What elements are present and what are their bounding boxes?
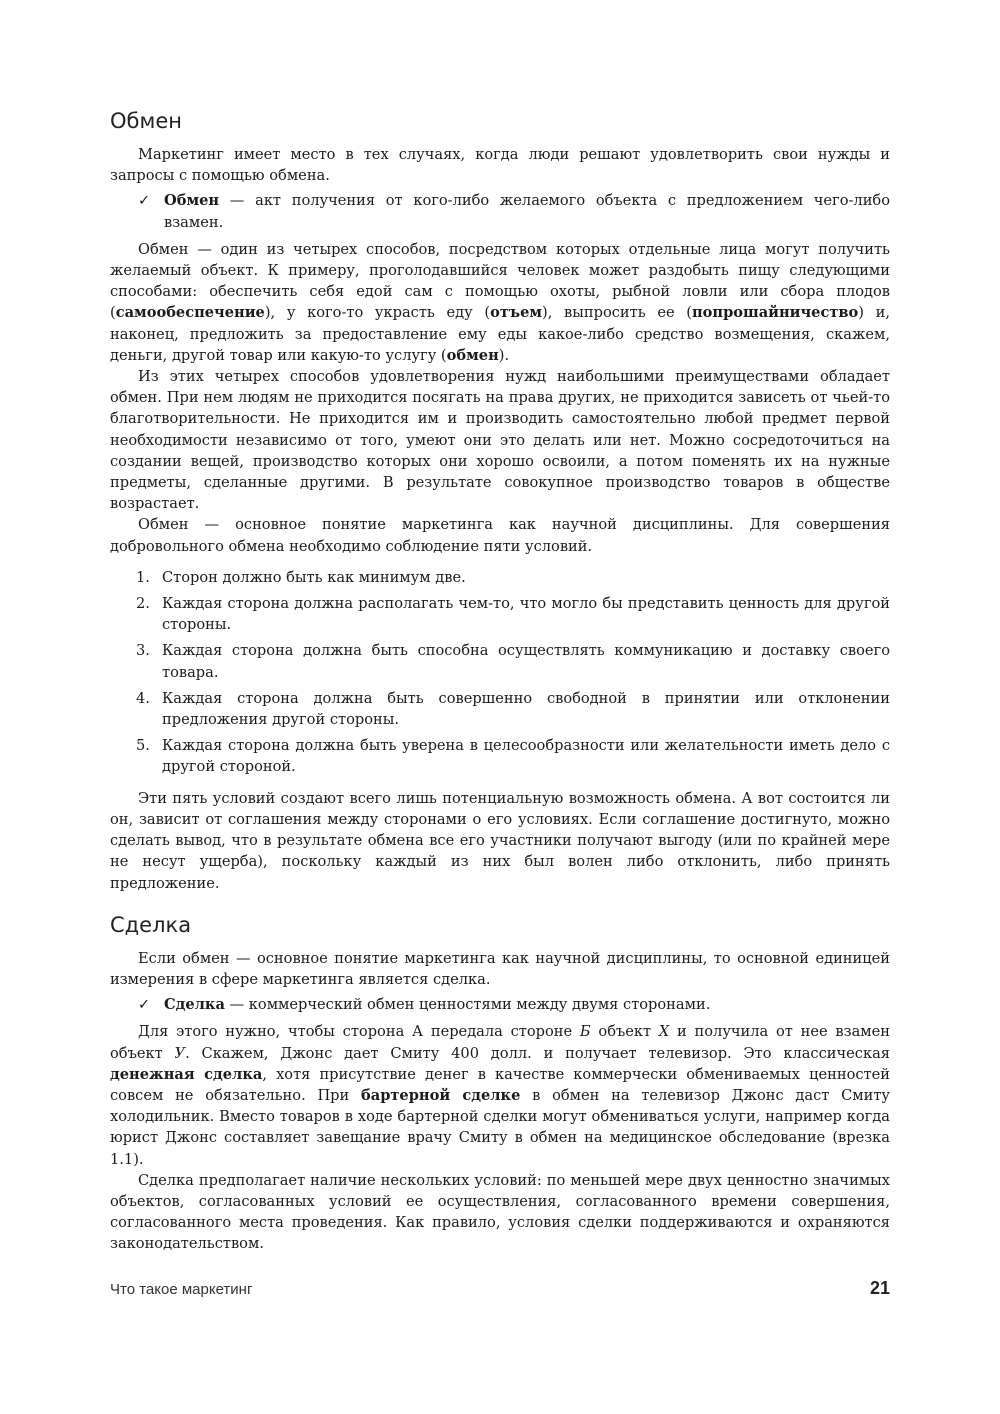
exchange-paragraph-conclusion: Эти пять условий создают всего лишь потенциальную возможность обмена. А вот состоится ли он, зависит от соглашения между сторонами о его условиях. Если соглашение достигнуто, можно сделать вывод, что в результате обмена все его участники получают выгоду (или по крайней мере не несут ущерба), поскольку каждый из них был волен либо отклонить, либо принять предложение. (110, 789, 890, 892)
text-run: в обмен на телевизор Джонс даст Смиту холодильник. Вместо товаров в ходе бартерной сделки могут обмениваться услуги, например когда юрист Джонс составляет завещание врачу Смиту в обмен на медицинское обследование (врезка 1.1). (110, 1086, 890, 1168)
page-content (110, 108, 890, 1255)
list-item-number: 2. (136, 595, 150, 613)
conditions-list (110, 567, 890, 778)
list-item-text: Каждая сторона должна быть уверена в целесообразности или желательности иметь дело с другой стороной. (162, 737, 890, 776)
list-item (110, 593, 890, 635)
checkmark-icon: ✓ (138, 996, 151, 1014)
italic-term: У (174, 1044, 186, 1062)
deal-paragraph-conditions: Сделка предполагает наличие нескольких условий: по меньшей мере двух ценностно значимых объектов, согласованных условий ее осуществления, согласованного времени совершения, согласованного места проведения. Как правило, условия сделки поддерживаются и охраняются законодательством. (110, 1171, 890, 1253)
exchange-paragraph-advantages: Из этих четырех способов удовлетворения нужд наибольшими преимуществами обладает обмен. При нем людям не приходится посягать на права других, не приходится зависеть от чьей-то благотворительности. Не приходится им и производить самостоятельно любой предмет первой необходимости независимо от того, умеют они это делать или нет. Можно сосредоточиться на создании вещей, производство которых они хорошо освоили, а потом поменять их на нужные предметы, сделанные другими. В результате совокупное производство товаров в обществе возрастает. (110, 368, 890, 513)
text-run: объект (590, 1023, 659, 1041)
bold-term: отъем (490, 304, 543, 322)
definition-text: — коммерческий обмен ценностями между двумя сторонами. (224, 996, 711, 1014)
exchange-definition (138, 190, 890, 232)
bold-term: самообеспечение (115, 304, 265, 322)
bold-term: обмен (446, 346, 499, 364)
running-footer-title: Что такое маркетинг (110, 1281, 253, 1298)
definition-text: — акт получения от кого-либо желаемого объекта с предложением чего-либо взамен. (164, 192, 890, 231)
text-run: ) и, наконец, предложить за предоставление ему еды какое-либо средство возмещения, скажем, деньги, другой товар или какую-то услугу ( (110, 304, 891, 364)
checkmark-icon: ✓ (138, 192, 151, 210)
list-item-number: 1. (136, 568, 150, 586)
text-run: и получила от нее взамен объект (110, 1023, 891, 1062)
list-item-number: 4. (136, 689, 150, 707)
text-run: Для этого нужно, чтобы сторона А передала стороне (138, 1023, 580, 1041)
list-item-text: Каждая сторона должна быть совершенно свободной в принятии или отклонении предложения другой стороны. (162, 689, 890, 729)
exchange-intro-paragraph: Маркетинг имеет место в тех случаях, когда люди решают удовлетворить свои нужды и запросы с помощью обмена. (110, 146, 890, 185)
text-run: ), выпросить ее ( (542, 304, 692, 322)
bold-term: денежная сделка (110, 1065, 263, 1083)
text-run: ). (498, 346, 510, 364)
exchange-paragraph-conditions-intro: Обмен — основное понятие маркетинга как научной дисциплины. Для совершения добровольного обмена необходимо соблюдение пяти условий. (110, 516, 890, 555)
exchange-paragraph-methods (110, 239, 890, 366)
deal-definition (138, 994, 890, 1015)
page-footer (110, 1278, 890, 1299)
list-item (110, 735, 890, 777)
deal-paragraph-example (110, 1021, 890, 1169)
list-item (110, 567, 890, 588)
list-item-text: Каждая сторона должна располагать чем-то, что могло бы представить ценность для другой стороны. (162, 595, 890, 634)
list-item-number: 5. (136, 737, 150, 755)
text-run: , хотя присутствие денег в качестве коммерчески обмениваемых ценностей совсем не обязательно. При (110, 1065, 890, 1104)
list-item (110, 640, 890, 682)
italic-term: X (658, 1023, 670, 1041)
section-heading-exchange: Обмен (110, 109, 182, 133)
list-item-text: Каждая сторона должна быть способна осуществлять коммуникацию и доставку своего товара. (162, 642, 890, 681)
deal-intro-paragraph: Если обмен — основное понятие маркетинга как научной дисциплины, то основной единицей измерения в сфере маркетинга является сделка. (110, 949, 890, 988)
text-run: ), у кого-то украсть еду ( (264, 304, 491, 322)
definition-term: Обмен (164, 192, 220, 210)
italic-term: Б (579, 1023, 591, 1041)
text-run: . Скажем, Джонс дает Смиту 400 долл. и получает телевизор. Это классическая (185, 1044, 890, 1062)
bold-term: бартерной сделке (361, 1086, 521, 1104)
text-run: Обмен — один из четырех способов, посредством которых отдельные лица могут получить желаемый объект. К примеру, проголодавшийся человек может раздобыть пищу следующими способами: обеспечить себя едой сам с помощью охоты, рыбной ловли или сбора плодов ( (110, 240, 890, 322)
definition-term: Сделка (164, 996, 225, 1014)
bold-term: попрошайничество (691, 304, 859, 322)
list-item-number: 3. (136, 642, 150, 660)
list-item (110, 688, 890, 730)
list-item-text: Сторон должно быть как минимум две. (162, 568, 466, 586)
section-heading-deal: Сделка (110, 912, 192, 937)
page-number: 21 (869, 1278, 890, 1298)
